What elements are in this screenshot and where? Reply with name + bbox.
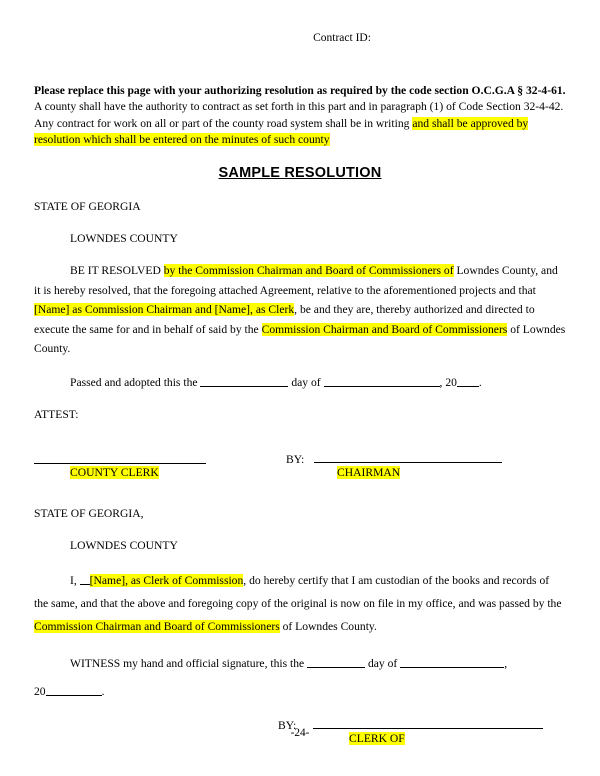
spacer: [34, 484, 566, 506]
spacer: [34, 424, 566, 448]
year-suffix: .: [101, 684, 105, 698]
resolution-seg-2-highlight: by the Commission Chairman and Board of Commissioners of: [163, 264, 454, 278]
witness-suffix: ,: [504, 656, 508, 670]
resolution-paragraph: [34, 261, 566, 359]
witness-year-line: [34, 684, 566, 700]
passed-year-blank[interactable]: [457, 375, 479, 387]
attest-label: ATTEST:: [34, 408, 79, 422]
passed-month-blank[interactable]: [324, 375, 440, 387]
passed-mid: day of: [288, 375, 324, 389]
spacer: [34, 555, 566, 569]
clerk-of-label: CLERK OF: [349, 732, 405, 746]
witness-day-blank[interactable]: [307, 656, 365, 668]
passed-prefix: Passed and adopted this the: [70, 375, 201, 389]
notice-bold-lead: Please replace this page with your authorizing resolution as required by the code section O.C.G.A § 32-4-61.: [34, 84, 566, 97]
spacer: [34, 638, 566, 656]
resolution-seg-3: Lowndes County, and it is hereby resolved, that the foregoing attached Agreement, relative to the aforementioned projects and that: [34, 264, 558, 297]
passed-and-adopted-line: [34, 375, 566, 391]
resolution-seg-7: of Lowndes County.: [34, 322, 566, 356]
certification-state-line: STATE OF GEORGIA,: [34, 506, 144, 520]
chairman-label: CHAIRMAN: [337, 465, 401, 479]
spacer: [34, 247, 566, 261]
spacer: [34, 700, 566, 714]
signature-row-primary: [34, 448, 566, 466]
witness-year-blank[interactable]: [46, 684, 102, 696]
signature-labels-primary: [34, 466, 566, 484]
resolution-seg-5: , be and they are, thereby authorized and directed to execute the same for and in behalf of said by the: [34, 303, 535, 336]
cert-name-blank[interactable]: [80, 573, 90, 585]
page-title: SAMPLE RESOLUTION: [218, 164, 382, 181]
contract-id-label: Contract ID:: [313, 32, 371, 44]
certification-county-line: LOWNDES COUNTY: [70, 539, 178, 553]
spacer: [34, 359, 566, 375]
county-clerk-label: COUNTY CLERK: [70, 465, 159, 479]
spacer: [34, 522, 566, 538]
by-label-chairman: BY:: [286, 452, 305, 466]
cert-seg-2-highlight: [Name], as Clerk of Commission: [89, 573, 244, 587]
by-label-clerk: BY:: [278, 719, 297, 733]
page-number: -24-: [290, 727, 310, 739]
witness-line: [34, 656, 566, 672]
notice-highlighted-tail: and shall be approved by resolution which shall be entered on the minutes of such county: [34, 116, 529, 147]
county-clerk-signature-line[interactable]: [34, 463, 206, 464]
spacer: [34, 181, 566, 199]
spacer: [34, 215, 566, 231]
chairman-signature-line[interactable]: [314, 462, 502, 463]
witness-mid: day of: [365, 656, 401, 670]
notice-plain-text: A county shall have the authority to contract as set forth in this part and in paragraph (1) of Code Section 32-4-42. Any contract for work on all or part of the county road system shall be in writing: [34, 100, 564, 130]
resolution-state-line: STATE OF GEORGIA: [34, 199, 141, 213]
passed-suffix: .: [478, 375, 482, 389]
resolution-county-line: LOWNDES COUNTY: [70, 232, 178, 246]
cert-seg-4-highlight: Commission Chairman and Board of Commissioners: [34, 619, 280, 633]
resolution-seg-1: BE IT RESOLVED: [70, 264, 164, 278]
cert-seg-5: of Lowndes County.: [279, 619, 377, 633]
cert-seg-1: I,: [70, 573, 80, 587]
replace-page-notice: [34, 63, 566, 149]
spacer: [34, 391, 566, 407]
resolution-seg-6-highlight: Commission Chairman and Board of Commissioners: [261, 322, 508, 336]
witness-prefix: WITNESS my hand and official signature, this the: [70, 656, 308, 670]
witness-month-blank[interactable]: [400, 656, 504, 668]
certification-paragraph: [34, 569, 566, 638]
resolution-seg-4-highlight: [Name] as Commission Chairman and [Name], as Clerk: [34, 303, 295, 317]
cert-seg-3: , do hereby certify that I am custodian of the books and records of the same, and that the above and foregoing copy of the original is now on file in my office, and was passed by the: [34, 573, 562, 610]
passed-year-prefix: , 20: [439, 375, 457, 389]
spacer: [34, 672, 566, 684]
year-prefix: 20: [34, 684, 46, 698]
spacer: [34, 45, 566, 63]
passed-day-blank[interactable]: [200, 375, 288, 387]
